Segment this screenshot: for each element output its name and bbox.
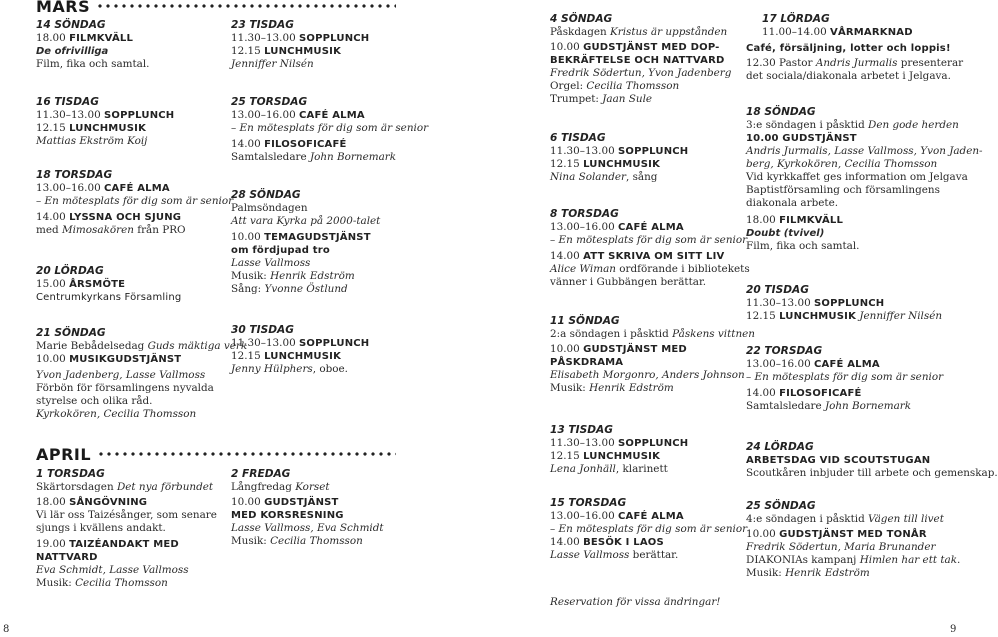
day-heading: 13 TISDAG [550,424,613,436]
event-mars-20: 20 LÖRDAG 15.00 ÅRSMÖTE Centrumkyrkans Församling [36,264,222,304]
event-mars-25: 25 TORSDAG 13.00–16.00 CAFÉ ALMA – En mötesplats för dig som är senior 14.00 FILOSOFICAFÉ Samtalsledare John Bornemark [231,95,431,164]
day-heading: 15 TORSDAG [550,497,627,509]
day-heading: 28 SÖNDAG [231,189,301,201]
day-heading: 17 LÖRDAG [762,13,830,25]
event-mars-18: 18 TORSDAG 13.00–16.00 CAFÉ ALMA – En mötesplats för dig som är senior 14.00 LYSSNA OCH SJUNG med Mimosakören från PRO [36,169,234,236]
day-heading: 20 TISDAG [746,284,809,296]
day-heading: 20 LÖRDAG [36,265,104,277]
event-april-8: 8 TORSDAG 13.00–16.00 CAFÉ ALMA – En mötesplats för dig som är senior 14.00 ATT SKRIVA OM SITT LIV Alice Wiman ordförande i bibliotekets vänner i Gubbängen berättar. [550,208,750,288]
event-mars-14: 14 SÖNDAG 18.00 FILMKVÄLL De ofrivilliga Film, fika och samtal. [36,18,222,71]
dotted-rule [96,3,396,9]
event-april-20: 20 TISDAG 11.30–13.00 SOPPLUNCH 12.15 LUNCHMUSIK Jenniffer Nilsén [746,283,946,323]
day-heading: 25 TORSDAG [231,96,308,108]
event-mars-28: 28 SÖNDAG Palmsöndagen Att vara Kyrka på 2000-talet 10.00 TEMAGUDSTJÄNST om fördjupad tro Lasse Vallmoss Musik: Henrik Edström Sång: Yvonne Östlund [231,188,431,296]
day-heading: 4 SÖNDAG [550,13,613,25]
event-april-15: 15 TORSDAG 13.00–16.00 CAFÉ ALMA – En mötesplats för dig som är senior 14.00 BESÖK I LAOS Lasse Vallmoss berättar. [550,497,748,561]
day-heading: 30 TISDAG [231,324,294,336]
day-heading: 1 TORSDAG [36,468,105,480]
day-heading: 14 SÖNDAG [36,19,106,31]
day-heading: 18 TORSDAG [36,169,113,181]
day-heading: 23 TISDAG [231,19,294,31]
reservation-note: Reservation för vissa ändringar! [550,596,721,608]
day-heading: 22 TORSDAG [746,345,823,357]
day-heading: 18 SÖNDAG [746,106,816,118]
event-april-22: 22 TORSDAG 13.00–16.00 CAFÉ ALMA – En mötesplats för dig som är senior 14.00 FILOSOFICAFÉ Samtalsledare John Bornemark [746,344,946,413]
event-april-4: 4 SÖNDAG Påskdagen Kristus är uppstånden 10.00 GUDSTJÄNST MED DOP- BEKRÄFTELSE OCH NATTVARD Fredrik Södertun, Yvon Jadenberg Orgel: Cecilia Thomsson Trumpet: Jaan Sule [550,13,732,105]
page-number-left: 8 [3,624,10,635]
event-april-6: 6 TISDAG 11.30–13.00 SOPPLUNCH 12.15 LUNCHMUSIK Nina Solander, sång [550,131,730,184]
day-heading: 2 FREDAG [231,468,291,480]
page-number-right: 9 [950,624,957,635]
month-heading-april: APRIL [36,444,396,464]
day-heading: 21 SÖNDAG [36,327,106,339]
day-heading: 11 SÖNDAG [550,315,620,327]
event-april-1: 1 TORSDAG Skärtorsdagen Det nya förbundet 18.00 SÅNGÖVNING Vi lär oss Taizésånger, som senare sjungs i kvällens andakt. 19.00 TAIZÉANDAKT MED NATTVARD Eva Schmidt, Lasse Vallmoss Musik: Cecilia Thomsson [36,467,222,590]
day-heading: 24 LÖRDAG [746,441,814,453]
day-heading: 8 TORSDAG [550,208,619,220]
event-april-17: 17 LÖRDAG 11.00–14.00 VÅRMARKNAD Café, försäljning, lotter och loppis! 12.30 Pastor Andris Jurmalis presenterar det sociala/diakonala arbetet i Jelgava. [746,13,964,82]
day-heading: 16 TISDAG [36,96,99,108]
event-mars-23: 23 TISDAG 11.30–13.00 SOPPLUNCH 12.15 LUNCHMUSIK Jenniffer Nilsén [231,18,431,71]
event-april-25: 25 SÖNDAG 4:e söndagen i påsktid Vägen till livet 10.00 GUDSTJÄNST MED TONÅR Fredrik Södertun, Maria Brunander DIAKONIAs kampanj Himlen har ett tak. Musik: Henrik Edström [746,500,961,579]
event-april-2: 2 FREDAG Långfredag Korset 10.00 GUDSTJÄNST MED KORSRESNING Lasse Vallmoss, Eva Schmidt Musik: Cecilia Thomsson [231,467,431,548]
event-mars-30: 30 TISDAG 11.30–13.00 SOPPLUNCH 12.15 LUNCHMUSIK Jenny Hülphers, oboe. [231,323,431,376]
event-april-11: 11 SÖNDAG 2:a söndagen i påsktid Påskens vittnen 10.00 GUDSTJÄNST MED PÅSKDRAMA Elisabeth Morgonro, Anders Johnson Musik: Henrik Edström [550,315,755,394]
day-heading: 6 TISDAG [550,132,606,144]
event-mars-16: 16 TISDAG 11.30–13.00 SOPPLUNCH 12.15 LUNCHMUSIK Mattias Ekström Koij [36,95,222,148]
month-heading-mars: MARS [36,0,396,16]
event-mars-21: 21 SÖNDAG Marie Bebådelsedag Guds mäktiga verk 10.00 MUSIKGUDSTJÄNST Yvon Jadenberg, Lasse Vallmoss Förbön för församlingens nyvalda styrelse och olika råd. Kyrkokören, Cecilia Thomsson [36,327,248,420]
event-april-13: 13 TISDAG 11.30–13.00 SOPPLUNCH 12.15 LUNCHMUSIK Lena Jonhäll, klarinett [550,423,730,476]
event-april-24: 24 LÖRDAG ARBETSDAG VID SCOUTSTUGAN Scoutkåren inbjuder till arbete och gemenskap. [746,441,998,479]
dotted-rule [97,451,396,457]
day-heading: 25 SÖNDAG [746,500,816,512]
event-april-18: 18 SÖNDAG 3:e söndagen i påsktid Den gode herden 10.00 GUDSTJÄNST Andris Jurmalis, Lasse Vallmoss, Yvon Jaden- berg, Kyrkokören, Cecilia Thomsson Vid kyrkkaffet ges information om Jelgava Baptistförsamling och församlingens diakonala arbete. 18.00 FILMKVÄLL Doubt (tvivel) Film, fika och samtal. [746,106,983,252]
